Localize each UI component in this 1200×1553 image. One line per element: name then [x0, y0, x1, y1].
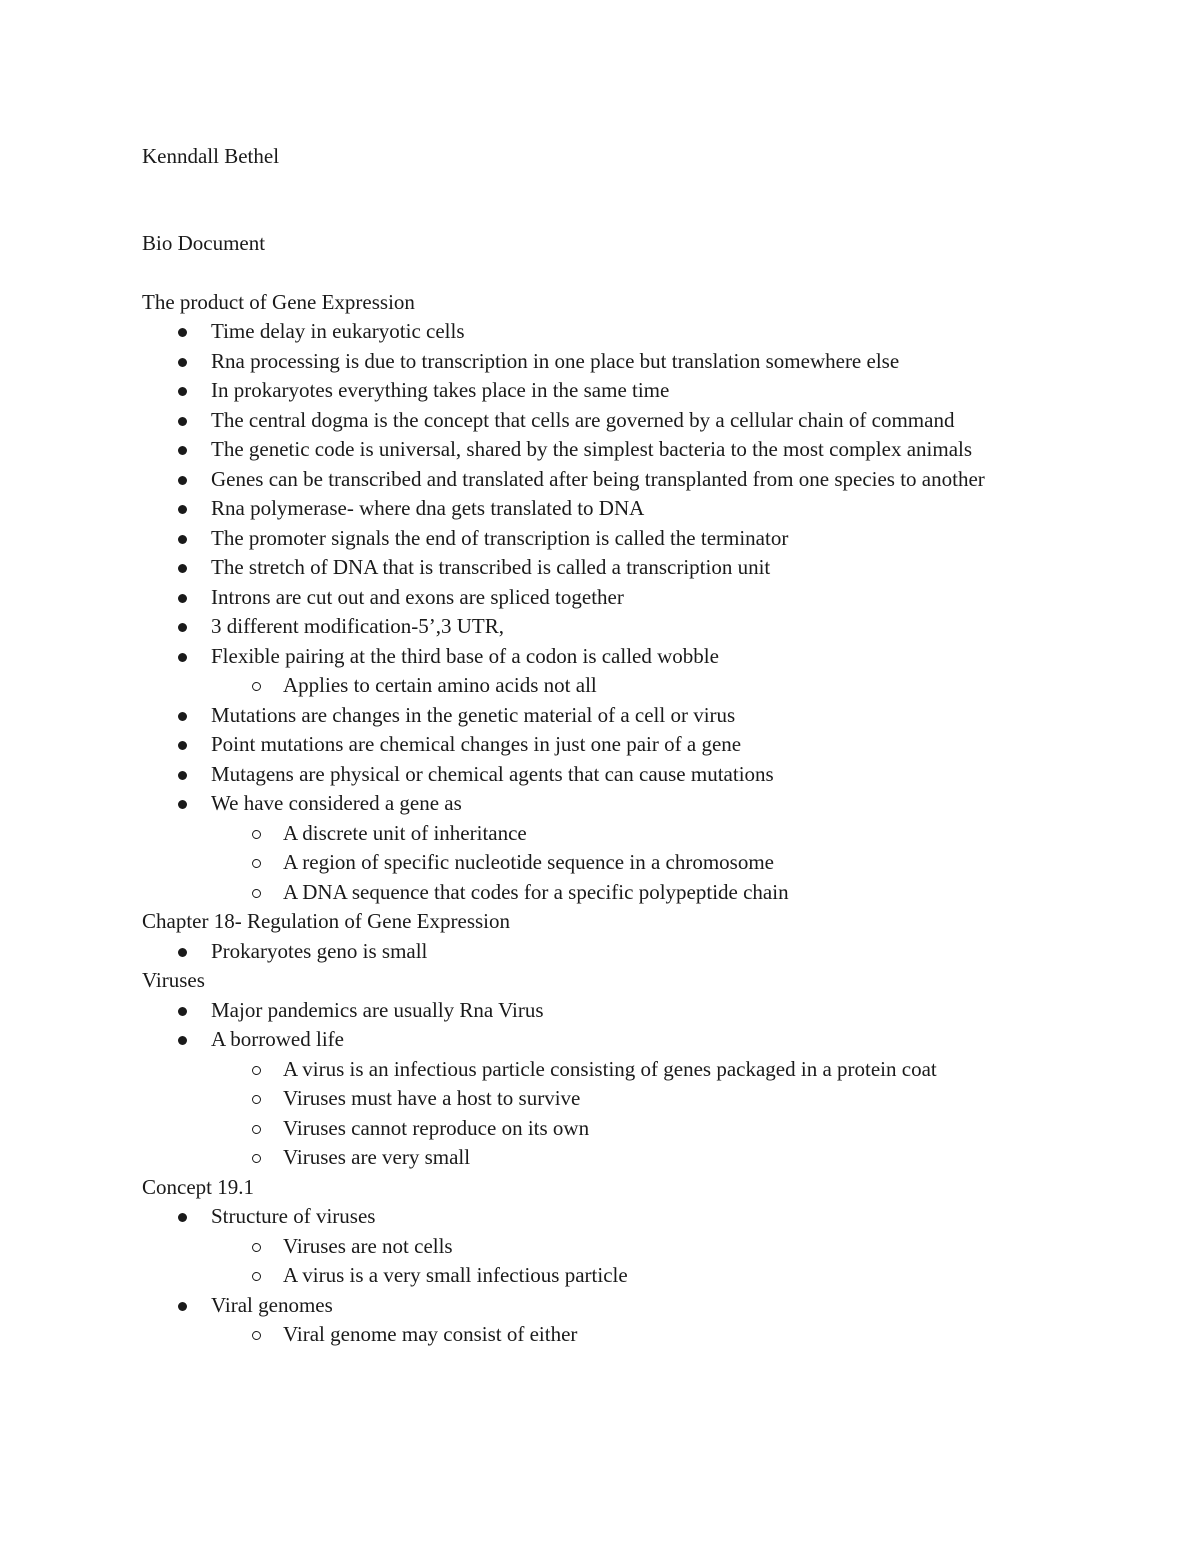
bullet-icon — [178, 594, 187, 603]
bullet-icon — [178, 623, 187, 632]
bullet-icon — [178, 712, 187, 721]
hollow-bullet-icon — [252, 1154, 261, 1163]
bullet-icon — [178, 387, 187, 396]
list-item: The central dogma is the concept that cells are governed by a cellular chain of command — [142, 406, 1142, 436]
hollow-bullet-icon — [252, 1243, 261, 1252]
list-item: Structure of viruses — [142, 1202, 1142, 1232]
list-item: Mutagens are physical or chemical agents that can cause mutations — [142, 760, 1142, 790]
hollow-bullet-icon — [252, 1066, 261, 1075]
document-body — [142, 229, 1142, 1350]
sub-list-item: A DNA sequence that codes for a specific polypeptide chain — [142, 878, 1142, 908]
sub-list-item: Viruses cannot reproduce on its own — [142, 1114, 1142, 1144]
hollow-bullet-icon — [252, 889, 261, 898]
bullet-icon — [178, 358, 187, 367]
bullet-icon — [178, 800, 187, 809]
sub-list-item: A virus is a very small infectious particle — [142, 1261, 1142, 1291]
list-item: Genes can be transcribed and translated after being transplanted from one species to another — [142, 465, 1001, 495]
bullet-icon — [178, 1213, 187, 1222]
list-item: Time delay in eukaryotic cells — [142, 317, 1142, 347]
author-name: Kenndall Bethel — [142, 144, 280, 168]
bullet-icon — [178, 417, 187, 426]
list-item: Mutations are changes in the genetic material of a cell or virus — [142, 701, 1142, 731]
bullet-icon — [178, 771, 187, 780]
section-heading: Viruses — [142, 968, 205, 992]
list-item: The genetic code is universal, shared by the simplest bacteria to the most complex animals — [142, 435, 1001, 465]
section-heading: The product of Gene Expression — [142, 289, 415, 314]
hollow-bullet-icon — [252, 682, 261, 691]
bullet-icon — [178, 741, 187, 750]
bullet-icon — [178, 653, 187, 662]
sub-list-item: Viruses are very small — [142, 1143, 1142, 1173]
list-item: A borrowed life — [142, 1025, 1142, 1055]
list-item: Flexible pairing at the third base of a codon is called wobble — [142, 642, 1142, 672]
sub-list-item: Applies to certain amino acids not all — [142, 671, 1142, 701]
hollow-bullet-icon — [252, 1331, 261, 1340]
bullet-icon — [178, 1007, 187, 1016]
bullet-icon — [178, 564, 187, 573]
list-item: Viral genomes — [142, 1291, 1142, 1321]
bullet-icon — [178, 535, 187, 544]
hollow-bullet-icon — [252, 830, 261, 839]
hollow-bullet-icon — [252, 859, 261, 868]
sub-list-item: A discrete unit of inheritance — [142, 819, 1142, 849]
bullet-icon — [178, 1302, 187, 1311]
list-item: We have considered a gene as — [142, 789, 1142, 819]
sub-list-item: A virus is an infectious particle consisting of genes packaged in a protein coat — [142, 1055, 1142, 1085]
list-item: Rna processing is due to transcription in one place but translation somewhere else — [142, 347, 1142, 377]
sub-list-item: Viruses must have a host to survive — [142, 1084, 1142, 1114]
bullet-icon — [178, 1036, 187, 1045]
bullet-icon — [178, 948, 187, 957]
section-heading: Concept 19.1 — [142, 1174, 254, 1199]
list-item: The stretch of DNA that is transcribed is called a transcription unit — [142, 553, 1142, 583]
hollow-bullet-icon — [252, 1125, 261, 1134]
bullet-icon — [178, 328, 187, 337]
sub-list-item: Viruses are not cells — [142, 1232, 1142, 1262]
list-item: Rna polymerase- where dna gets translated to DNA — [142, 494, 1142, 524]
list-item: The promoter signals the end of transcription is called the terminator — [142, 524, 1142, 554]
hollow-bullet-icon — [252, 1272, 261, 1281]
bullet-icon — [178, 476, 187, 485]
section-heading: Chapter 18- Regulation of Gene Expression — [142, 909, 510, 933]
bullet-icon — [178, 446, 187, 455]
sub-list-item: Viral genome may consist of either — [142, 1320, 1142, 1350]
bullet-icon — [178, 505, 187, 514]
document-title: Bio Document — [142, 231, 266, 255]
hollow-bullet-icon — [252, 1095, 261, 1104]
sub-list-item: A region of specific nucleotide sequence in a chromosome — [142, 848, 1142, 878]
list-item: Prokaryotes geno is small — [142, 937, 1142, 967]
list-item: Point mutations are chemical changes in just one pair of a gene — [142, 730, 1142, 760]
list-item: Introns are cut out and exons are spliced together — [142, 583, 1142, 613]
list-item: Major pandemics are usually Rna Virus — [142, 996, 1142, 1026]
list-item: 3 different modification-5’,3 UTR, — [142, 612, 1142, 642]
list-item: In prokaryotes everything takes place in the same time — [142, 376, 1142, 406]
